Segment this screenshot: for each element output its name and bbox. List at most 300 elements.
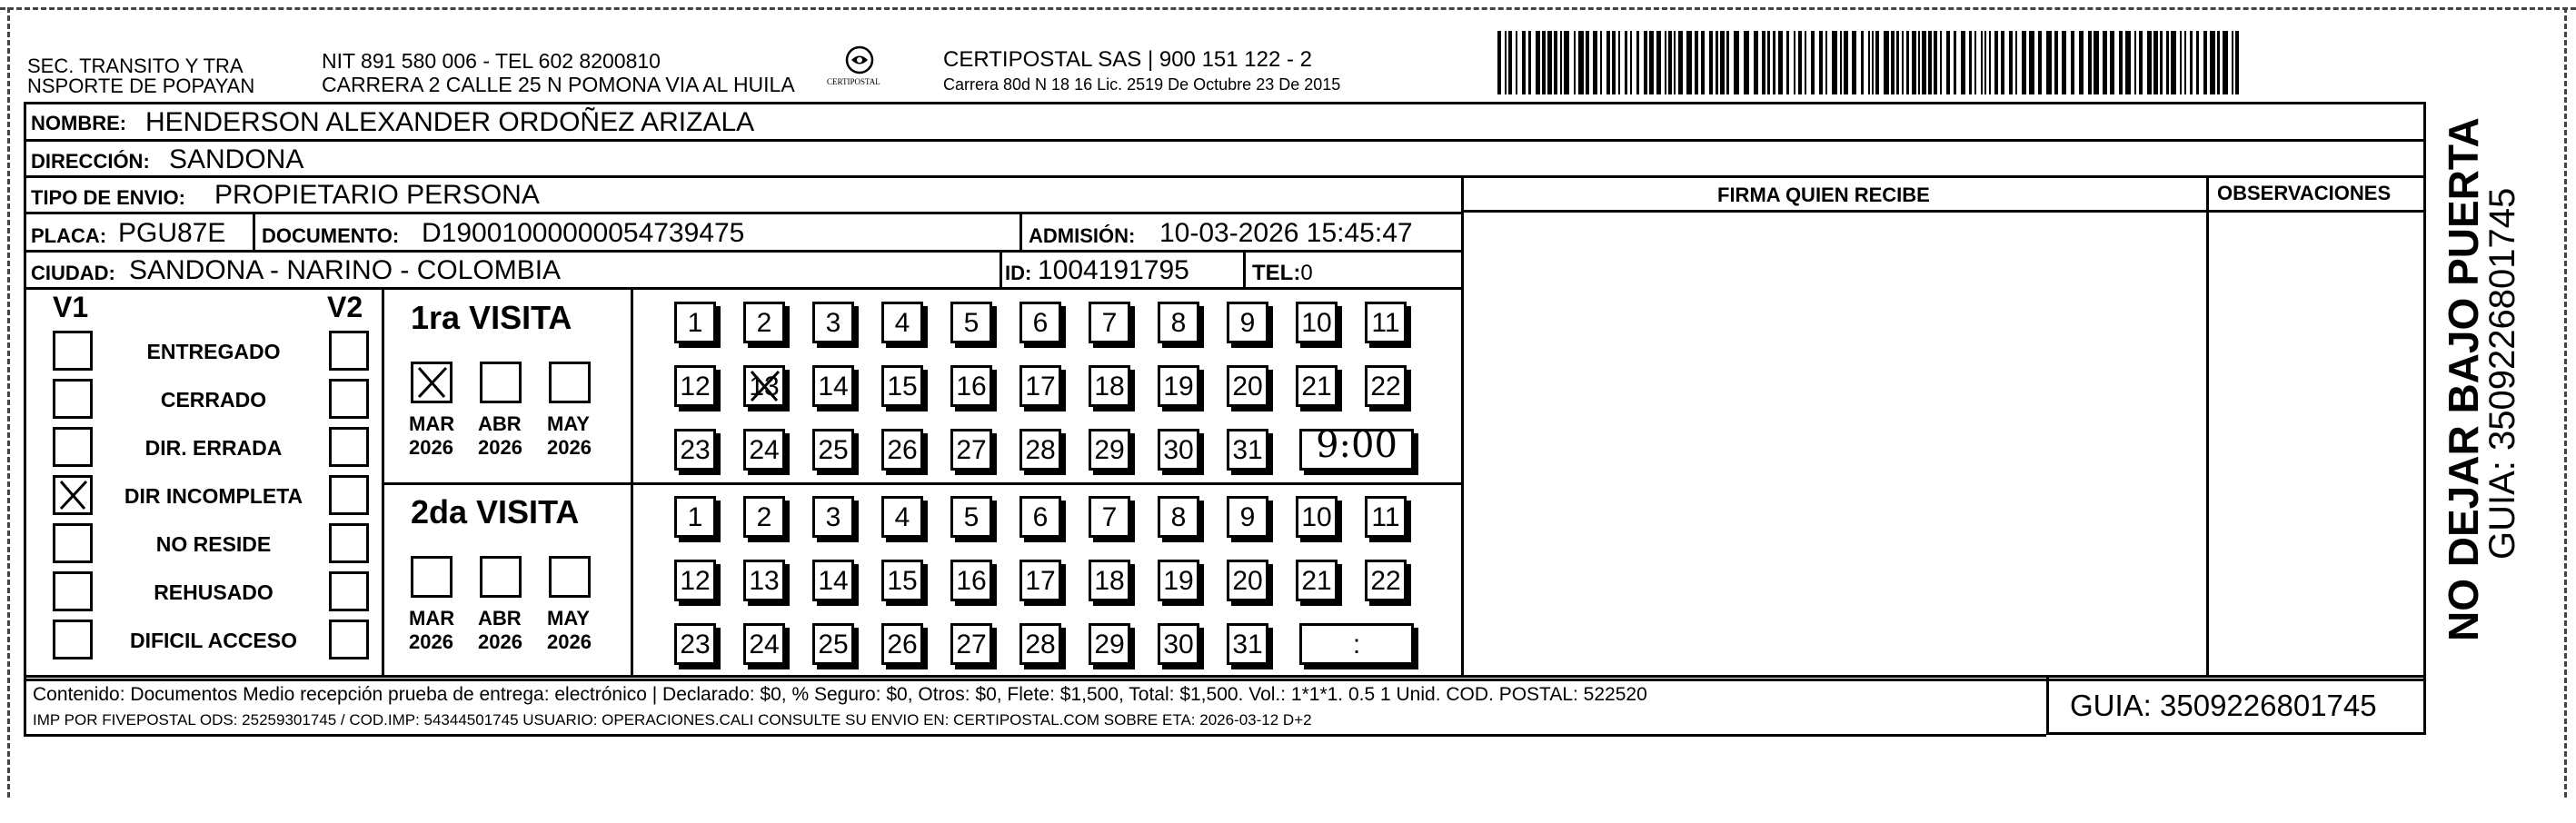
footer-line2: IMP POR FIVEPOSTAL ODS: 25259301745 / COD.IMP: 54344501745 USUARIO: OPERACIONES.CALI CONSULTE SU ENVIO EN: CERTIPOSTAL.COM SOBRE ETA: 2026-03-12 D+2 [33, 711, 1312, 729]
barcode-bar [1832, 31, 1837, 94]
tipo-envio-label: TIPO DE ENVIO: [31, 186, 185, 209]
barcode-bar [1678, 31, 1683, 94]
day-number: 28 [1025, 435, 1056, 465]
footer-guia: GUIA: 3509226801745 [2070, 689, 2377, 722]
barcode-bar [1665, 31, 1666, 94]
footer-line1: Contenido: Documentos Medio recepción prueba de entrega: electrónico | Declarado: $0, % Seguro: $0, Otros: $0, Flete: $1,500, Total: $1,500. Vol.: 1*1*1. 0.5 1 Unid. COD. POSTAL: 522520 [33, 684, 1647, 705]
v1-checkbox[interactable] [53, 379, 93, 419]
barcode-bar [1656, 31, 1661, 94]
month-checkbox[interactable] [411, 556, 453, 598]
barcode-bar [1902, 31, 1904, 94]
documento-value: D19001000000054739475 [422, 218, 745, 248]
day-number: 13 [749, 566, 780, 596]
day-number: 27 [956, 435, 987, 465]
cut-line-top [0, 7, 2576, 10]
barcode-bar [1798, 31, 1802, 94]
day-number: 26 [887, 435, 918, 465]
barcode-bar [2015, 31, 2017, 94]
day-number: 7 [1101, 502, 1118, 532]
day-number: 22 [1370, 372, 1401, 402]
barcode-bar [1868, 31, 1870, 94]
barcode-bar [2190, 31, 2193, 94]
cut-line-left [7, 7, 10, 798]
barcode-bar [1762, 31, 1765, 94]
barcode-bar [1630, 31, 1632, 94]
day-number: 19 [1163, 566, 1194, 596]
certipostal-logo [823, 44, 896, 100]
barcode-bar [1554, 31, 1557, 94]
barcode-bar [1946, 31, 1950, 94]
barcode-bar [1625, 31, 1627, 94]
day-number: 20 [1232, 372, 1263, 402]
barcode-bar [1825, 31, 1827, 94]
barcode-bar [2022, 31, 2026, 94]
barcode-bar [1875, 31, 1879, 94]
barcode-bar [1754, 31, 1758, 94]
cut-line-right [2564, 7, 2567, 798]
sender-name-line2: NSPORTE DE POPAYAN [27, 74, 255, 97]
barcode-bar [1861, 31, 1864, 94]
day-box[interactable] [1019, 302, 1061, 343]
barcode-bar [2180, 31, 2182, 94]
day-box[interactable] [1296, 560, 1338, 601]
day-box[interactable] [1296, 496, 1338, 538]
barcode-bar [1786, 31, 1789, 94]
barcode-bar [1709, 31, 1713, 94]
barcode-bar [1994, 31, 1998, 94]
day-number: 7 [1101, 308, 1118, 338]
year-label: 2026 [478, 630, 522, 653]
day-number: 12 [680, 566, 711, 596]
day-box[interactable] [1089, 496, 1130, 538]
status-label: DIR. ERRADA [144, 436, 283, 460]
day-box[interactable] [1296, 365, 1338, 407]
day-number: 16 [956, 566, 987, 596]
day-box[interactable] [1227, 560, 1268, 601]
barcode-bar [1974, 31, 1976, 94]
day-number: 5 [963, 308, 980, 338]
day-box[interactable] [1158, 623, 1199, 665]
day-number: 1 [687, 308, 703, 338]
barcode-bar [2103, 31, 2107, 94]
day-number: 29 [1094, 630, 1125, 659]
id-label: ID: [1005, 262, 1032, 284]
day-box[interactable] [1365, 496, 1407, 538]
day-box[interactable] [1019, 365, 1061, 407]
day-box[interactable] [1227, 496, 1268, 538]
day-number: 21 [1301, 566, 1332, 596]
status-label: CERRADO [160, 388, 267, 412]
barcode-bar [2094, 31, 2099, 94]
time-value: 9:00 [1316, 424, 1397, 466]
day-number: 26 [887, 630, 918, 659]
barcode-bar [2062, 31, 2066, 94]
day-number: 2 [756, 502, 772, 532]
barcode-bar [2153, 31, 2158, 94]
day-box[interactable] [812, 496, 854, 538]
day-box[interactable] [950, 302, 992, 343]
month-label: MAY [547, 607, 590, 630]
barcode-bar [1840, 31, 1842, 94]
day-box[interactable] [881, 560, 923, 601]
v1-checkbox[interactable] [53, 523, 93, 563]
barcode-bar [1891, 31, 1895, 94]
barcode-bar [1794, 31, 1795, 94]
day-box[interactable] [674, 429, 716, 471]
day-number: 13 [749, 372, 780, 402]
day-box[interactable] [674, 623, 716, 665]
year-label: 2026 [547, 630, 592, 653]
day-box[interactable] [674, 560, 716, 601]
day-number: 25 [818, 435, 849, 465]
barcode-bar [1497, 31, 1501, 94]
day-number: 20 [1232, 566, 1263, 596]
barcode-bar [1934, 31, 1937, 94]
v2-checkbox[interactable] [329, 427, 369, 467]
day-number: 6 [1032, 308, 1049, 338]
day-box[interactable] [950, 623, 992, 665]
admision-label: ADMISIÓN: [1029, 224, 1136, 247]
barcode-bar [2046, 31, 2052, 94]
day-number: 17 [1025, 372, 1056, 402]
barcode-bar [2054, 31, 2058, 94]
day-box[interactable] [1019, 429, 1061, 471]
barcode-bar [2009, 31, 2013, 94]
day-box[interactable] [950, 429, 992, 471]
side-warning: NO DEJAR BAJO PUERTA [2440, 117, 2487, 641]
barcode-bar [1606, 31, 1610, 94]
day-box[interactable] [743, 429, 785, 471]
barcode-bar [1574, 31, 1576, 94]
day-number: 31 [1232, 630, 1263, 659]
id-value: 1004191795 [1038, 255, 1189, 285]
direccion-value: SANDONA [169, 144, 304, 174]
tel-value: 0 [1300, 261, 1313, 285]
barcode-bar [1844, 31, 1848, 94]
barcode-bar [1969, 31, 1972, 94]
placa-label: PLACA: [31, 224, 107, 247]
placa-value: PGU87E [118, 218, 226, 248]
month-checkbox[interactable] [549, 556, 591, 598]
barcode-bar [1805, 31, 1806, 94]
firma-header: FIRMA QUIEN RECIBE [1717, 183, 1930, 206]
day-number: 6 [1032, 502, 1049, 532]
year-label: 2026 [478, 436, 522, 459]
v1-checkbox[interactable] [53, 571, 93, 611]
status-label: REHUSADO [154, 580, 274, 604]
month-checkbox[interactable] [480, 556, 522, 598]
day-box[interactable] [1227, 365, 1268, 407]
barcode-bar [1922, 31, 1926, 94]
barcode-bar [2088, 31, 2092, 94]
barcode-bar [1961, 31, 1965, 94]
sender-name-line1: SEC. TRANSITO Y TRA [27, 55, 244, 77]
v1-checkbox[interactable] [53, 620, 93, 659]
barcode-bar [1636, 31, 1639, 94]
barcode-bar [1811, 31, 1815, 94]
day-box[interactable] [674, 365, 716, 407]
month-label: ABR [478, 607, 522, 630]
month-checkbox[interactable] [549, 362, 591, 403]
day-box[interactable] [1089, 623, 1130, 665]
day-box[interactable] [1019, 623, 1061, 665]
barcode-bar [2166, 31, 2169, 94]
barcode-bar [1644, 31, 1647, 94]
carrier-license: Carrera 80d N 18 16 Lic. 2519 De Octubre 23 De 2015 [943, 75, 1341, 94]
barcode-bar [2139, 31, 2143, 94]
day-number: 9 [1239, 308, 1256, 338]
v2-checkbox[interactable] [329, 620, 369, 659]
barcode-bar [1528, 31, 1531, 94]
day-box[interactable] [1365, 365, 1407, 407]
day-number: 3 [825, 308, 841, 338]
barcode-bar [1564, 31, 1569, 94]
barcode-bar [2235, 31, 2239, 94]
v1-checkbox[interactable] [53, 331, 93, 371]
day-number: 4 [894, 308, 910, 338]
day-number: 23 [680, 630, 711, 659]
tipo-envio-value: PROPIETARIO PERSONA [214, 180, 540, 210]
ciudad-value: SANDONA - NARINO - COLOMBIA [129, 255, 562, 285]
v2-checkbox[interactable] [329, 379, 369, 419]
barcode-bar [2038, 31, 2042, 94]
day-number: 17 [1025, 566, 1056, 596]
day-box[interactable] [1158, 365, 1199, 407]
day-number: 23 [680, 435, 711, 465]
barcode-bar [1612, 31, 1616, 94]
status-label: NO RESIDE [155, 532, 272, 556]
status-label: DIFICIL ACCESO [129, 629, 297, 652]
barcode-bar [1618, 31, 1620, 94]
day-box[interactable] [743, 302, 785, 343]
barcode-bar [1674, 31, 1676, 94]
day-box[interactable] [1019, 496, 1061, 538]
barcode-bar [2203, 31, 2207, 94]
time-box[interactable] [1299, 424, 1414, 471]
day-number: 14 [818, 566, 849, 596]
day-box[interactable] [1365, 302, 1407, 343]
day-box[interactable] [812, 365, 854, 407]
day-box[interactable] [1089, 429, 1130, 471]
day-number: 2 [756, 308, 772, 338]
barcode-bar [1586, 31, 1589, 94]
day-number: 9 [1239, 502, 1256, 532]
barcode-bar [1984, 31, 1986, 94]
admision-value: 10-03-2026 15:45:47 [1159, 218, 1413, 248]
month-label: MAY [547, 412, 590, 435]
nombre-label: NOMBRE: [31, 112, 127, 134]
sender-nit-tel: NIT 891 580 006 - TEL 602 8200810 [322, 49, 661, 73]
v1-checkbox[interactable] [53, 475, 93, 515]
month-label: MAR [409, 412, 455, 435]
day-box[interactable] [1158, 302, 1199, 343]
barcode-bar [1778, 31, 1783, 94]
day-number: 22 [1370, 566, 1401, 596]
v2-checkbox[interactable] [329, 331, 369, 371]
day-number: 24 [749, 435, 780, 465]
day-box[interactable] [881, 429, 923, 471]
carrier-name: CERTIPOSTAL SAS | 900 151 122 - 2 [943, 47, 1312, 72]
day-box[interactable] [1296, 302, 1338, 343]
day-box[interactable] [881, 302, 923, 343]
day-number: 3 [825, 502, 841, 532]
year-label: 2026 [409, 436, 453, 459]
tel-label: TEL: [1252, 261, 1301, 285]
day-number: 19 [1163, 372, 1194, 402]
time-box[interactable] [1299, 623, 1414, 665]
day-box[interactable] [812, 429, 854, 471]
year-label: 2026 [547, 436, 592, 459]
day-box[interactable] [1089, 302, 1130, 343]
day-box[interactable] [950, 496, 992, 538]
day-number: 4 [894, 502, 910, 532]
day-box[interactable] [674, 496, 716, 538]
barcode-bar [2171, 31, 2176, 94]
barcode-bar [1989, 31, 1991, 94]
barcode-bar [2029, 31, 2034, 94]
barcode-bar [1906, 31, 1909, 94]
barcode-bar [1852, 31, 1856, 94]
day-box[interactable] [1089, 365, 1130, 407]
status-label: ENTREGADO [146, 340, 281, 363]
time-value: : [1352, 630, 1361, 659]
visit-title: 2da VISITA [411, 493, 580, 530]
barcode-bar [1981, 31, 1983, 94]
day-box[interactable] [1158, 496, 1199, 538]
v2-checkbox[interactable] [329, 523, 369, 563]
barcode-bar [1928, 31, 1932, 94]
barcode-bar [2079, 31, 2084, 94]
barcode-bar [1720, 31, 1725, 94]
barcode-bar [1505, 31, 1507, 94]
barcode-bar [2160, 31, 2163, 94]
barcode-bar [1701, 31, 1705, 94]
barcode-bar [2001, 31, 2004, 94]
barcode-bar [1884, 31, 1889, 94]
day-box[interactable] [674, 302, 716, 343]
tel-field [1252, 263, 1313, 284]
barcode-bar [1819, 31, 1823, 94]
day-number: 1 [687, 502, 703, 532]
day-number: 18 [1094, 566, 1125, 596]
barcode-bar [2110, 31, 2114, 94]
day-box[interactable] [1365, 560, 1407, 601]
barcode-bar [1716, 31, 1718, 94]
barcode-bar [2184, 31, 2186, 94]
day-number: 10 [1301, 308, 1332, 338]
barcode-bar [1686, 31, 1692, 94]
barcode-bar [2071, 31, 2074, 94]
day-box[interactable] [950, 560, 992, 601]
day-number: 24 [749, 630, 780, 659]
day-number: 10 [1301, 502, 1332, 532]
barcode-bar [1508, 31, 1512, 94]
day-box[interactable] [812, 302, 854, 343]
ciudad-label: CIUDAD: [31, 262, 115, 284]
v2-checkbox[interactable] [329, 571, 369, 611]
day-number: 15 [887, 566, 918, 596]
day-number: 25 [818, 630, 849, 659]
barcode-bar [1536, 31, 1540, 94]
day-number: 8 [1170, 502, 1187, 532]
year-label: 2026 [409, 630, 453, 653]
day-box[interactable] [743, 623, 785, 665]
day-number: 12 [680, 372, 711, 402]
month-label: MAR [409, 607, 455, 630]
barcode-bar [2147, 31, 2152, 94]
visit-title: 1ra VISITA [411, 299, 572, 336]
direccion-label: DIRECCIÓN: [31, 150, 150, 173]
day-box[interactable] [812, 623, 854, 665]
barcode-bar [1542, 31, 1546, 94]
month-checkbox[interactable] [480, 362, 522, 403]
v2-label: V2 [327, 291, 363, 323]
day-box[interactable] [743, 496, 785, 538]
barcode-bar [2232, 31, 2233, 94]
day-number: 21 [1301, 372, 1332, 402]
day-box[interactable] [1227, 623, 1268, 665]
day-box[interactable] [881, 365, 923, 407]
day-number: 5 [963, 502, 980, 532]
barcode-bar [1918, 31, 1920, 94]
month-checkbox[interactable] [411, 362, 453, 403]
day-number: 18 [1094, 372, 1125, 402]
day-number: 30 [1163, 435, 1194, 465]
day-box[interactable] [1227, 429, 1268, 471]
barcode-bar [1593, 31, 1597, 94]
day-number: 16 [956, 372, 987, 402]
barcode-bar [1773, 31, 1775, 94]
day-number: 11 [1371, 308, 1400, 338]
barcode-bar [1744, 31, 1749, 94]
day-number: 31 [1232, 435, 1263, 465]
day-box[interactable] [1158, 429, 1199, 471]
day-number: 29 [1094, 435, 1125, 465]
barcode-bar [2210, 31, 2215, 94]
v1-checkbox[interactable] [53, 427, 93, 467]
barcode-bar [1912, 31, 1916, 94]
day-box[interactable] [881, 496, 923, 538]
barcode-bar [1767, 31, 1770, 94]
day-box[interactable] [812, 560, 854, 601]
nombre-value: HENDERSON ALEXANDER ORDOÑEZ ARIZALA [145, 107, 755, 137]
day-number: 30 [1163, 630, 1194, 659]
day-box[interactable] [1019, 560, 1061, 601]
day-number: 8 [1170, 308, 1187, 338]
day-box[interactable] [1227, 302, 1268, 343]
day-box[interactable] [1158, 560, 1199, 601]
v1-label: V1 [53, 291, 89, 323]
barcode-bar [1560, 31, 1562, 94]
day-box[interactable] [743, 560, 785, 601]
barcode-bar [2125, 31, 2131, 94]
day-number: 27 [956, 630, 987, 659]
day-box[interactable] [743, 365, 785, 407]
barcode-bar [1896, 31, 1899, 94]
v2-checkbox[interactable] [329, 475, 369, 515]
barcode-bar [1940, 31, 1942, 94]
day-box[interactable] [881, 623, 923, 665]
day-cross-mark [746, 368, 782, 412]
day-box[interactable] [950, 365, 992, 407]
sender-address: CARRERA 2 CALLE 25 N POMONA VIA AL HUILA [322, 73, 795, 96]
day-box[interactable] [1089, 560, 1130, 601]
barcode-bar [1578, 31, 1584, 94]
barcode-bar [1600, 31, 1602, 94]
barcode-bar [1734, 31, 1739, 94]
barcode-bar [2223, 31, 2228, 94]
day-number: 11 [1371, 502, 1400, 532]
